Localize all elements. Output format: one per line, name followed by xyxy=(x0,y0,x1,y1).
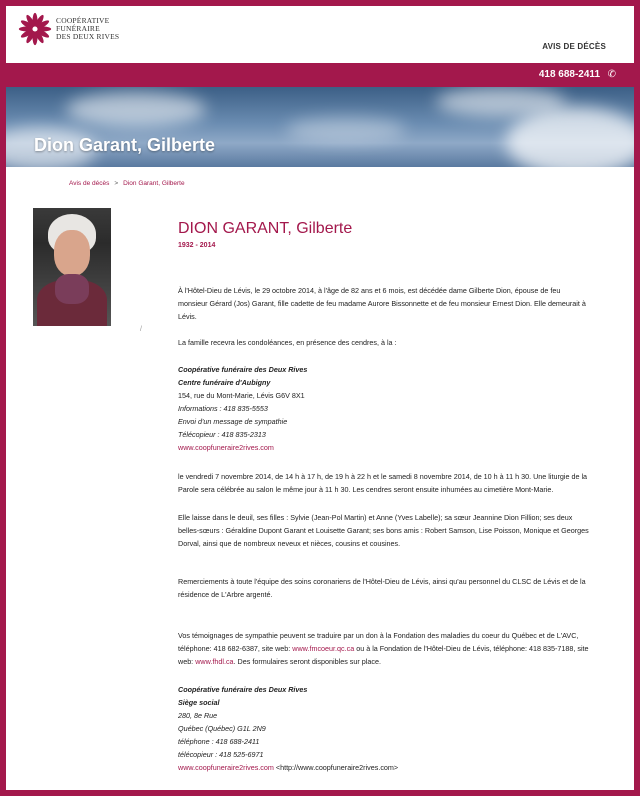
venue-info: Informations : 418 835-5553 xyxy=(178,404,268,413)
phone-bar xyxy=(6,63,634,87)
cloud-decoration xyxy=(286,117,406,142)
phone-number[interactable]: 418 688-2411 xyxy=(538,69,600,80)
donations-part2: ou à la Fondation de l'Hôtel-Dieu de Lévis, téléphone: 418 835-7188, site web: xyxy=(178,644,589,666)
schedule-text: le vendredi 7 novembre 2014, de 14 h à 17 h, de 19 h à 22 h et le samedi 8 novembre 2014, de 10 h à 11 h 30. Une liturgie de la Parole sera célébrée au salon le même jour à 11 h 30. Les cendres seront ensuite inhumées au cimetière Mont-Marie. xyxy=(178,472,588,494)
deceased-photo xyxy=(33,208,111,326)
logo[interactable] xyxy=(18,12,119,46)
sympathy-message-link[interactable]: Envoi d'un message de sympathie xyxy=(178,417,288,426)
life-years: 1932 - 2014 xyxy=(178,242,216,249)
venue-center: Centre funéraire d'Aubigny xyxy=(178,378,271,387)
logo-text xyxy=(56,17,119,41)
thanks-text: Remerciements à toute l'équipe des soins coronariens de l'Hôtel-Dieu de Lévis, ainsi qu'au personnel du CLSC de Lévis et de la résidence de L'Arbre argenté. xyxy=(178,577,586,599)
page-frame xyxy=(6,6,634,790)
head-office-street: 280, 8e Rue xyxy=(178,711,218,720)
head-office-website-link[interactable]: www.coopfuneraire2rives.com xyxy=(178,763,274,772)
venue-fax: Télécopieur : 418 835-2313 xyxy=(178,430,266,439)
family-text: Elle laisse dans le deuil, ses filles : Sylvie (Jean-Pol Martin) et Anne (Yves Labelle); sa sœur Jeannine Dion Fillion; ses deux belles-sœurs : Géraldine Dupont Garant et Louisette Garant; ses bons amis : Robert Samson, Lise Poisson, Monique et Georges Dorval, ainsi que de nombreux neveux et nièces, cousins et cousines. xyxy=(178,513,589,548)
head-office-phone: téléphone : 418 688-2411 xyxy=(178,737,260,746)
donations-part1: Vos témoignages de sympathie peuvent se traduire par un don à la Fondation des maladies du coeur du Québec et de L'AVC, téléphone: 418 682-6387, site web: xyxy=(178,631,579,653)
flower-logo-icon xyxy=(18,12,52,46)
page-title: Dion Garant, Gilberte xyxy=(34,135,216,155)
obituary-intro: À l'Hôtel-Dieu de Lévis, le 29 octobre 2014, à l'âge de 82 ans et 6 mois, est décédée dame Gilberte Dion, épouse de feu monsieur Gérard (Jos) Garant, fille cadette de feu madame Aurore Bissonnette et de feu monsieur Ernest Dion. Elle demeurait à Lévis. xyxy=(178,286,586,321)
donations-text xyxy=(178,629,590,668)
logo-line: COOPÉRATIVE xyxy=(56,16,110,25)
head-office-city: Québec (Québec) G1L 2N9 xyxy=(178,724,266,733)
obituary-content xyxy=(178,220,590,772)
venue-block xyxy=(178,363,590,454)
stray-mark: / xyxy=(140,326,142,333)
nav-avis-de-deces[interactable]: AVIS DE DÉCÈS xyxy=(542,42,606,51)
venue-address: 154, rue du Mont-Marie, Lévis G6V 8X1 xyxy=(178,391,305,400)
hero-banner xyxy=(6,87,634,167)
logo-line: DES DEUX RIVES xyxy=(56,32,120,41)
head-office-name: Coopérative funéraire des Deux Rives xyxy=(178,685,308,694)
cloud-decoration xyxy=(506,107,634,167)
head-office-fax: télécopieur : 418 525-6971 xyxy=(178,750,264,759)
head-office-block xyxy=(178,683,590,774)
venue-name: Coopérative funéraire des Deux Rives xyxy=(178,365,308,374)
fmcoeur-link[interactable]: www.fmcoeur.qc.ca xyxy=(292,644,355,653)
breadcrumb-current: Dion Garant, Gilberte xyxy=(123,180,185,187)
breadcrumb-home-link[interactable]: Avis de décès xyxy=(69,180,110,187)
fhdl-link[interactable]: www.fhdl.ca xyxy=(195,657,234,666)
head-office-website-raw: <http://www.coopfuneraire2rives.com> xyxy=(273,763,399,772)
photo-face xyxy=(54,230,90,276)
venue-website-link[interactable]: www.coopfuneraire2rives.com xyxy=(178,443,274,452)
deceased-name: DION GARANT, Gilberte xyxy=(178,220,353,237)
family-receiving-line: La famille recevra les condoléances, en présence des cendres, à la : xyxy=(178,338,397,347)
cloud-decoration xyxy=(66,92,206,127)
breadcrumb xyxy=(69,180,185,187)
donations-part3: . Des formulaires seront disponibles sur place. xyxy=(233,657,381,666)
phone-icon[interactable]: ✆ xyxy=(607,69,616,80)
head-office-label: Siège social xyxy=(178,698,220,707)
logo-line: FUNÉRAIRE xyxy=(56,24,100,33)
breadcrumb-separator: > xyxy=(114,180,119,187)
site-header xyxy=(6,6,634,63)
head-office-website-line xyxy=(178,761,590,774)
photo-scarf xyxy=(55,274,89,304)
